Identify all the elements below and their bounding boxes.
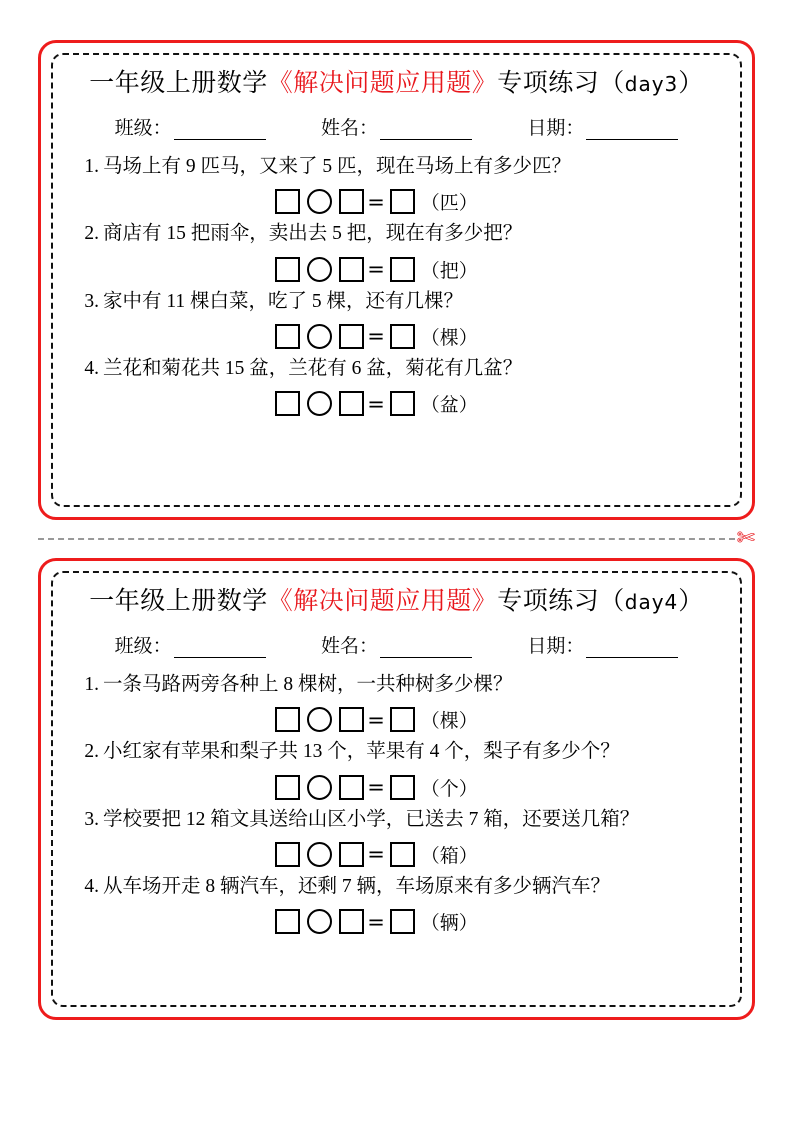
answer-box-result[interactable] bbox=[390, 189, 415, 214]
field-blank-class[interactable] bbox=[174, 122, 266, 140]
answer-box-result[interactable] bbox=[390, 257, 415, 282]
problem-list-day3 bbox=[71, 148, 722, 495]
answer-row bbox=[71, 188, 722, 215]
answer-row bbox=[71, 841, 722, 868]
problem-statement: 从车场开走 8 辆汽车，还剩 7 辆，车场原来有多少辆汽车？ bbox=[103, 875, 611, 897]
problem-number: 1. bbox=[84, 674, 99, 695]
field-label-date: 日期： bbox=[527, 636, 585, 657]
answer-circle-operator[interactable] bbox=[307, 775, 332, 800]
equals-sign: = bbox=[367, 707, 385, 732]
problem-number: 2. bbox=[84, 223, 99, 245]
answer-box-operand2[interactable] bbox=[339, 391, 364, 416]
problem-statement: 一条马路两旁各种上 8 棵树，一共种树多少棵？ bbox=[103, 674, 513, 695]
answer-box-operand1[interactable] bbox=[275, 391, 300, 416]
answer-circle-operator[interactable] bbox=[307, 909, 332, 934]
answer-unit: （匹） bbox=[420, 193, 478, 215]
equals-sign: = bbox=[367, 842, 385, 867]
answer-circle-operator[interactable] bbox=[307, 842, 332, 867]
answer-row bbox=[71, 908, 722, 935]
problem-list-day4 bbox=[71, 666, 722, 995]
answer-box-operand2[interactable] bbox=[339, 189, 364, 214]
answer-row bbox=[71, 323, 722, 350]
answer-box-result[interactable] bbox=[390, 909, 415, 934]
field-blank-date[interactable] bbox=[586, 640, 678, 658]
title-prefix: 一年级上册数学 bbox=[89, 588, 268, 615]
title-prefix: 一年级上册数学 bbox=[89, 70, 268, 97]
problem-number: 2. bbox=[84, 741, 99, 763]
answer-row bbox=[71, 390, 722, 417]
field-label-class: 班级： bbox=[114, 636, 172, 657]
field-blank-name[interactable] bbox=[380, 122, 472, 140]
answer-box-operand1[interactable] bbox=[275, 324, 300, 349]
problem-item bbox=[71, 737, 722, 800]
problem-number: 3. bbox=[84, 290, 99, 312]
answer-box-operand1[interactable] bbox=[275, 257, 300, 282]
answer-box-result[interactable] bbox=[390, 842, 415, 867]
answer-unit: （箱） bbox=[420, 845, 478, 867]
worksheet-title-day3 bbox=[71, 69, 722, 99]
worksheet-title-day4 bbox=[71, 587, 722, 617]
worksheet-inner-day3 bbox=[51, 53, 742, 507]
answer-row bbox=[71, 706, 722, 733]
problem-text-row bbox=[71, 872, 722, 901]
answer-unit: （棵） bbox=[420, 327, 478, 349]
equals-sign: = bbox=[367, 391, 385, 416]
answer-box-result[interactable] bbox=[390, 391, 415, 416]
answer-box-operand2[interactable] bbox=[339, 775, 364, 800]
answer-box-operand1[interactable] bbox=[275, 707, 300, 732]
problem-item bbox=[71, 354, 722, 417]
title-end: ） bbox=[678, 70, 704, 97]
scissors-icon: ✄ bbox=[736, 525, 755, 550]
problem-statement: 学校要把 12 箱文具送给山区小学，已送去 7 箱，还要送几箱？ bbox=[103, 808, 640, 830]
answer-unit: （辆） bbox=[420, 913, 478, 934]
problem-item bbox=[71, 670, 722, 733]
answer-circle-operator[interactable] bbox=[307, 189, 332, 214]
field-class-day4[interactable] bbox=[115, 631, 266, 658]
field-blank-date[interactable] bbox=[586, 122, 678, 140]
problem-item bbox=[71, 219, 722, 282]
field-label-name: 姓名： bbox=[320, 118, 378, 139]
answer-circle-operator[interactable] bbox=[307, 257, 332, 282]
answer-box-operand1[interactable] bbox=[275, 909, 300, 934]
worksheet-card-day4 bbox=[38, 558, 755, 1020]
meta-row-day3 bbox=[71, 113, 722, 140]
problem-item bbox=[71, 872, 722, 935]
problem-statement: 家中有 11 棵白菜，吃了 5 棵，还有几棵？ bbox=[103, 290, 464, 312]
title-highlight: 《解决问题应用题》 bbox=[267, 588, 498, 615]
answer-box-operand2[interactable] bbox=[339, 707, 364, 732]
answer-box-operand1[interactable] bbox=[275, 775, 300, 800]
problem-text-row bbox=[71, 805, 722, 834]
title-end: ） bbox=[678, 588, 704, 615]
field-blank-name[interactable] bbox=[380, 640, 472, 658]
field-blank-class[interactable] bbox=[174, 640, 266, 658]
title-suffix: 专项练习（ bbox=[497, 70, 625, 97]
problem-text-row bbox=[71, 287, 722, 316]
equals-sign: = bbox=[367, 257, 385, 281]
answer-box-operand2[interactable] bbox=[339, 842, 364, 867]
worksheet-card-day3 bbox=[38, 40, 755, 520]
answer-box-operand2[interactable] bbox=[339, 909, 364, 934]
field-name-day4[interactable] bbox=[321, 631, 472, 658]
answer-row bbox=[71, 256, 722, 283]
field-name-day3[interactable] bbox=[321, 113, 472, 140]
worksheet-inner-day4 bbox=[51, 571, 742, 1007]
answer-box-operand2[interactable] bbox=[339, 257, 364, 282]
answer-box-result[interactable] bbox=[390, 707, 415, 732]
answer-unit: （把） bbox=[420, 260, 478, 282]
equals-sign: = bbox=[367, 189, 385, 214]
answer-unit: （棵） bbox=[420, 711, 478, 733]
problem-text-row bbox=[71, 737, 722, 766]
field-label-date: 日期： bbox=[527, 118, 585, 139]
problem-text-row bbox=[71, 152, 722, 181]
answer-box-result[interactable] bbox=[390, 775, 415, 800]
problem-item bbox=[71, 152, 722, 215]
problem-item bbox=[71, 805, 722, 868]
answer-unit: （盆） bbox=[420, 395, 478, 416]
answer-circle-operator[interactable] bbox=[307, 707, 332, 732]
problem-statement: 小红家有苹果和梨子共 13 个，苹果有 4 个，梨子有多少个？ bbox=[103, 741, 620, 763]
problem-number: 4. bbox=[84, 875, 99, 897]
problem-item bbox=[71, 287, 722, 350]
field-date-day3[interactable] bbox=[527, 113, 678, 140]
cut-line-dashes bbox=[38, 538, 735, 540]
equals-sign: = bbox=[367, 909, 385, 934]
equals-sign: = bbox=[367, 324, 385, 349]
answer-unit: （个） bbox=[420, 778, 478, 800]
problem-statement: 马场上有 9 匹马，又来了 5 匹，现在马场上有多少匹？ bbox=[103, 156, 572, 177]
problem-number: 1. bbox=[84, 156, 99, 177]
field-label-class: 班级： bbox=[114, 118, 172, 139]
answer-box-operand2[interactable] bbox=[339, 324, 364, 349]
title-suffix: 专项练习（ bbox=[497, 588, 625, 615]
field-date-day4[interactable] bbox=[527, 631, 678, 658]
title-highlight: 《解决问题应用题》 bbox=[267, 70, 498, 97]
problem-number: 4. bbox=[84, 357, 99, 379]
answer-box-operand1[interactable] bbox=[275, 189, 300, 214]
answer-circle-operator[interactable] bbox=[307, 324, 332, 349]
answer-row bbox=[71, 774, 722, 801]
equals-sign: = bbox=[367, 775, 385, 799]
answer-circle-operator[interactable] bbox=[307, 391, 332, 416]
problem-statement: 兰花和菊花共 15 盆，兰花有 6 盆，菊花有几盆？ bbox=[103, 357, 523, 379]
field-class-day3[interactable] bbox=[115, 113, 266, 140]
problem-number: 3. bbox=[84, 808, 99, 830]
problem-text-row bbox=[71, 670, 722, 699]
title-day-label: day3 bbox=[624, 72, 679, 96]
problem-text-row bbox=[71, 219, 722, 248]
meta-row-day4 bbox=[71, 631, 722, 658]
field-label-name: 姓名： bbox=[320, 636, 378, 657]
problem-statement: 商店有 15 把雨伞，卖出去 5 把，现在有多少把？ bbox=[103, 223, 523, 245]
title-day-label: day4 bbox=[624, 590, 679, 614]
cut-line bbox=[38, 520, 755, 558]
answer-box-result[interactable] bbox=[390, 324, 415, 349]
answer-box-operand1[interactable] bbox=[275, 842, 300, 867]
problem-text-row bbox=[71, 354, 722, 383]
